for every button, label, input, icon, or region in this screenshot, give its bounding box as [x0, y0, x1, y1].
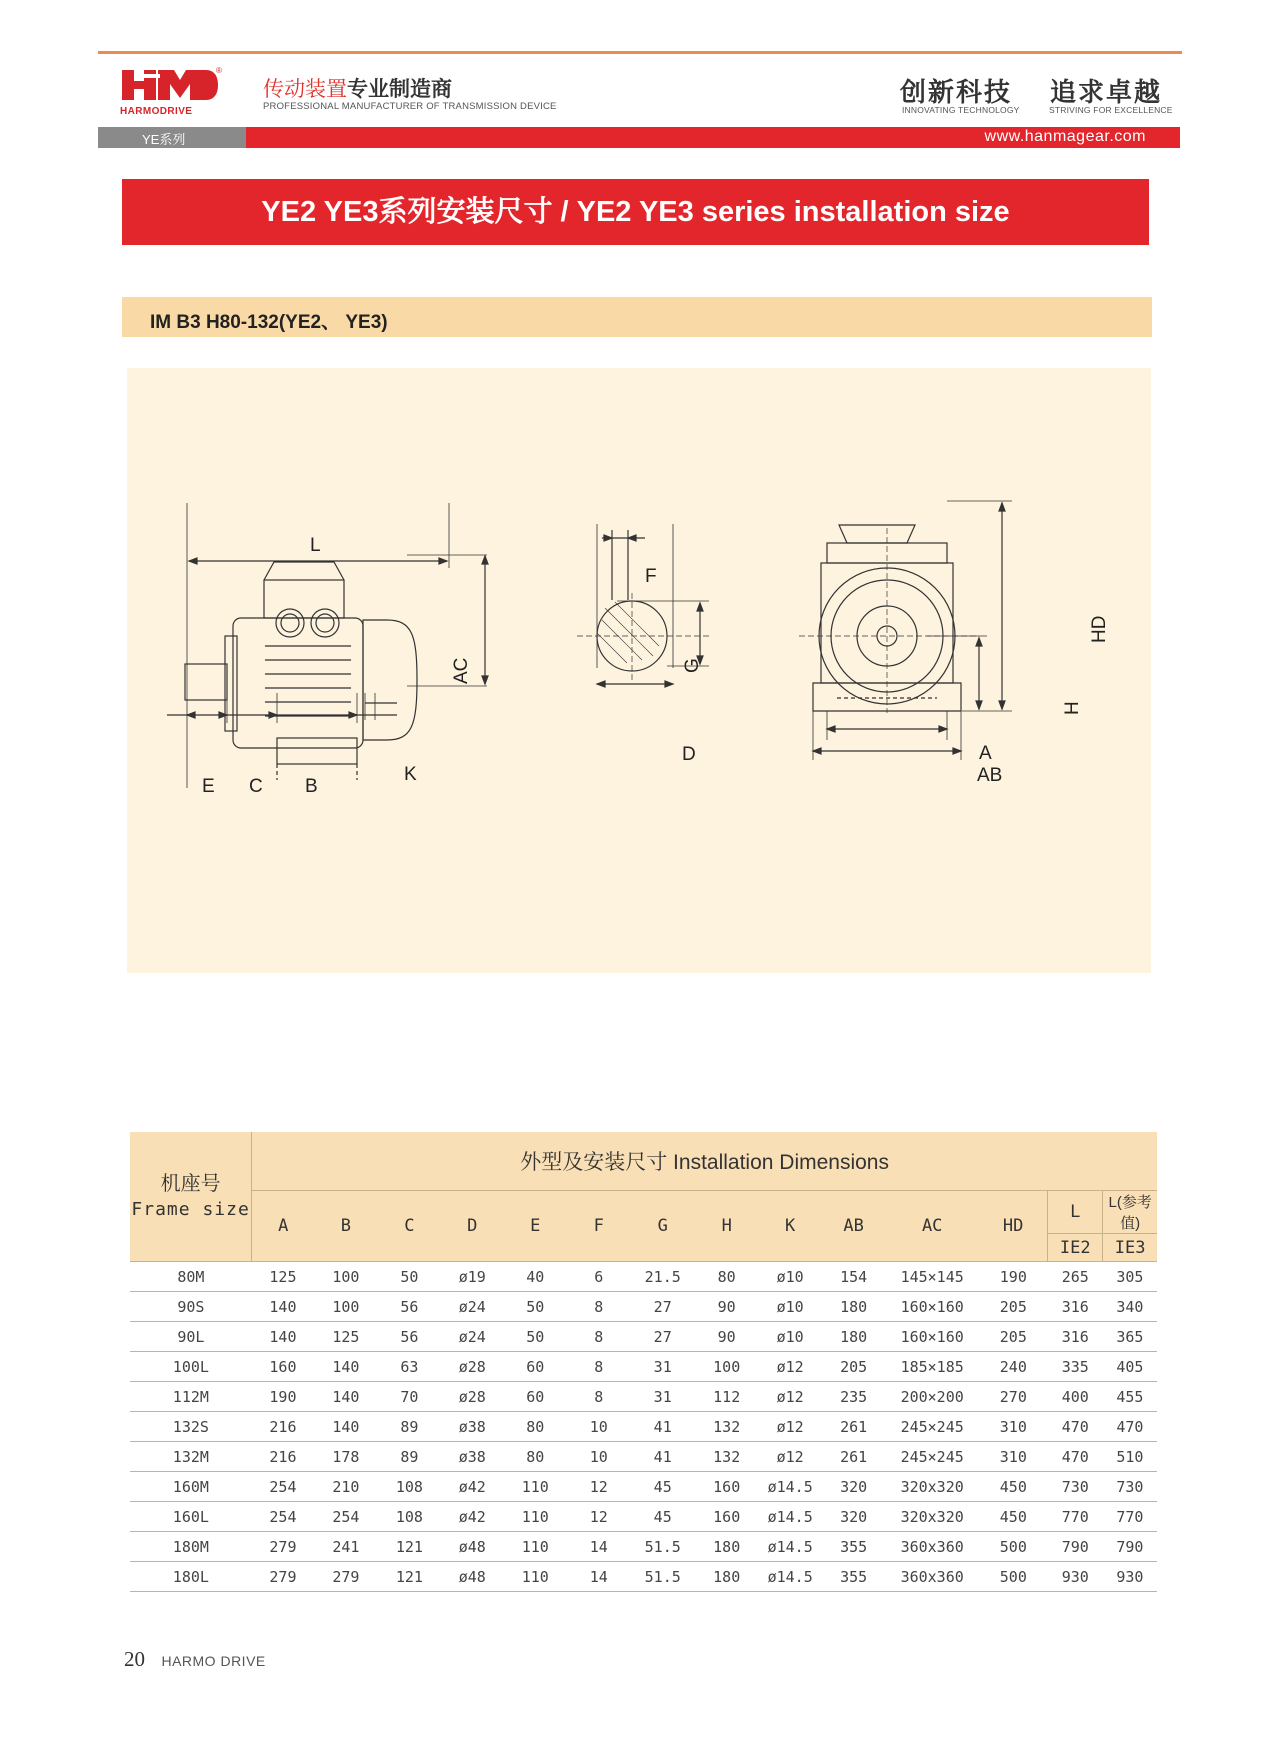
dimension-cell: ø14.5	[758, 1472, 821, 1502]
column-header-ie3: IE3	[1103, 1234, 1157, 1262]
dimension-cell: 80	[504, 1442, 567, 1472]
dimension-cell: 455	[1103, 1382, 1157, 1412]
dimension-cell: 400	[1048, 1382, 1103, 1412]
dimension-cell: 241	[314, 1532, 377, 1562]
dimension-cell: 930	[1103, 1562, 1157, 1592]
logo-wordmark: HARMODRIVE	[120, 106, 193, 117]
dimension-cell: 185×185	[885, 1352, 979, 1382]
dimension-cell: 500	[979, 1562, 1048, 1592]
dim-label-AC: AC	[451, 657, 472, 684]
side-view	[167, 503, 488, 788]
hmd-logo-icon	[120, 68, 218, 102]
tagline-red: 传动装置	[263, 78, 347, 101]
page-number: 20	[124, 1647, 145, 1671]
table-row	[130, 1352, 1157, 1382]
column-header-c: C	[378, 1191, 441, 1262]
website-bar	[246, 127, 1180, 148]
dimension-cell: 10	[567, 1442, 630, 1472]
dimension-cell: 320	[822, 1502, 885, 1532]
table-row	[130, 1292, 1157, 1322]
frame-size-cell: 90S	[130, 1292, 252, 1322]
frame-size-cell: 132M	[130, 1442, 252, 1472]
dimension-cell: ø12	[758, 1382, 821, 1412]
dimension-cell: 160	[252, 1352, 314, 1382]
dimension-cell: 145×145	[885, 1262, 979, 1292]
dimension-cell: 254	[252, 1472, 314, 1502]
table-title: 外型及安装尺寸 Installation Dimensions	[252, 1132, 1157, 1191]
dimension-cell: 405	[1103, 1352, 1157, 1382]
dimension-cell: 100	[695, 1352, 758, 1382]
column-header-row	[130, 1191, 1157, 1234]
dimension-cell: 8	[567, 1292, 630, 1322]
column-header-hd: HD	[979, 1191, 1048, 1262]
dimension-cell: 178	[314, 1442, 377, 1472]
installation-dimensions-table	[130, 1132, 1157, 1592]
dimension-cell: 110	[504, 1532, 567, 1562]
slogan-excellence-en: STRIVING FOR EXCELLENCE	[1049, 105, 1173, 115]
dimension-cell: 305	[1103, 1262, 1157, 1292]
dimension-cell: 41	[630, 1412, 695, 1442]
frame-size-cell: 160L	[130, 1502, 252, 1532]
dimension-cell: 140	[314, 1352, 377, 1382]
column-header-ac: AC	[885, 1191, 979, 1262]
table-row	[130, 1322, 1157, 1352]
dim-label-K: K	[404, 764, 417, 785]
dimension-cell: 205	[822, 1352, 885, 1382]
section-subhead	[122, 297, 1152, 337]
series-tab-label: YE系列	[142, 132, 186, 147]
dimension-cell: ø14.5	[758, 1502, 821, 1532]
dimension-cell: 51.5	[630, 1562, 695, 1592]
dimension-cell: 279	[252, 1532, 314, 1562]
dimension-cell: 8	[567, 1322, 630, 1352]
column-header-d: D	[441, 1191, 503, 1262]
column-header-ie2: IE2	[1048, 1234, 1103, 1262]
frame-size-cell: 180M	[130, 1532, 252, 1562]
dimension-cell: 265	[1048, 1262, 1103, 1292]
dimension-cell: ø14.5	[758, 1532, 821, 1562]
dimension-cell: 450	[979, 1502, 1048, 1532]
section-title: IM B3 H80-132(YE2、 YE3)	[150, 312, 388, 333]
dimension-cell: ø42	[441, 1472, 503, 1502]
dimension-cell: 365	[1103, 1322, 1157, 1352]
column-header-h: H	[695, 1191, 758, 1262]
dimension-cell: 235	[822, 1382, 885, 1412]
dimension-cell: 45	[630, 1502, 695, 1532]
dimension-cell: 125	[252, 1262, 314, 1292]
dimension-cell: 45	[630, 1472, 695, 1502]
dimension-cell: 190	[252, 1382, 314, 1412]
dimension-cell: 140	[314, 1382, 377, 1412]
dimension-cell: 335	[1048, 1352, 1103, 1382]
dim-label-C: C	[249, 776, 263, 797]
company-tagline	[263, 73, 452, 103]
frame-size-cell: 112M	[130, 1382, 252, 1412]
dimension-cell: 180	[695, 1532, 758, 1562]
dimension-cell: 56	[378, 1292, 441, 1322]
dimension-cell: 12	[567, 1472, 630, 1502]
footer-brand: HARMO DRIVE	[161, 1653, 266, 1669]
series-tab	[98, 127, 246, 148]
table-row	[130, 1262, 1157, 1292]
dimension-cell: 279	[314, 1562, 377, 1592]
dimension-cell: 100	[314, 1292, 377, 1322]
dimension-cell: 316	[1048, 1322, 1103, 1352]
dimension-cell: 80	[504, 1412, 567, 1442]
dimension-cell: 110	[504, 1562, 567, 1592]
dimension-cell: ø10	[758, 1322, 821, 1352]
dimension-cell: 40	[504, 1262, 567, 1292]
dimension-cell: 340	[1103, 1292, 1157, 1322]
dimension-cell: 254	[252, 1502, 314, 1532]
website-link[interactable]: www.hanmagear.com	[984, 128, 1146, 145]
dimension-cell: 190	[979, 1262, 1048, 1292]
dimension-cell: 180	[695, 1562, 758, 1592]
dimension-cell: ø12	[758, 1352, 821, 1382]
dimension-cell: 108	[378, 1472, 441, 1502]
dimension-cell: 360x360	[885, 1562, 979, 1592]
dimension-cell: 770	[1103, 1502, 1157, 1532]
dimension-cell: 56	[378, 1322, 441, 1352]
frame-size-cell: 160M	[130, 1472, 252, 1502]
dimension-cell: ø24	[441, 1322, 503, 1352]
dimension-cell: 316	[1048, 1292, 1103, 1322]
dimension-cell: 360x360	[885, 1532, 979, 1562]
dim-label-F: F	[645, 566, 657, 587]
dimension-cell: 50	[504, 1292, 567, 1322]
page-banner	[122, 179, 1149, 245]
dimension-cell: 14	[567, 1562, 630, 1592]
dimension-cell: 320	[822, 1472, 885, 1502]
column-header-l-reference: L(参考值)	[1103, 1191, 1157, 1234]
column-header-b: B	[314, 1191, 377, 1262]
dimension-cell: ø48	[441, 1532, 503, 1562]
dimension-cell: 70	[378, 1382, 441, 1412]
dimension-cell: 110	[504, 1472, 567, 1502]
frame-size-cn: 机座号	[160, 1172, 221, 1195]
registered-mark: ®	[216, 66, 222, 75]
dimension-cell: 80	[695, 1262, 758, 1292]
dimension-cell: 100	[314, 1262, 377, 1292]
dimension-cell: 89	[378, 1442, 441, 1472]
frame-size-en: Frame size	[131, 1198, 250, 1220]
dimension-cell: 50	[378, 1262, 441, 1292]
dim-label-E: E	[202, 776, 215, 797]
dimension-cell: 310	[979, 1442, 1048, 1472]
dimension-cell: 110	[504, 1502, 567, 1532]
table-row	[130, 1472, 1157, 1502]
dimension-cell: 89	[378, 1412, 441, 1442]
dimension-cell: 790	[1048, 1532, 1103, 1562]
dimension-cell: 132	[695, 1412, 758, 1442]
table-row	[130, 1562, 1157, 1592]
dimension-cell: 140	[252, 1322, 314, 1352]
dim-label-HD: HD	[1089, 615, 1110, 643]
dimension-cell: 50	[504, 1322, 567, 1352]
installation-drawing	[127, 368, 1151, 973]
dimension-cell: 205	[979, 1322, 1048, 1352]
dimension-cell: 470	[1103, 1412, 1157, 1442]
dimension-cell: 200×200	[885, 1382, 979, 1412]
dimension-cell: 279	[252, 1562, 314, 1592]
dimension-cell: 205	[979, 1292, 1048, 1322]
dimension-cell: 180	[822, 1292, 885, 1322]
dimension-cell: 470	[1048, 1442, 1103, 1472]
dimension-cell: ø42	[441, 1502, 503, 1532]
dimension-cell: 770	[1048, 1502, 1103, 1532]
dimension-cell: ø38	[441, 1412, 503, 1442]
dimension-cell: 270	[979, 1382, 1048, 1412]
frame-size-cell: 90L	[130, 1322, 252, 1352]
dimension-cell: 245×245	[885, 1412, 979, 1442]
company-tagline-en: PROFESSIONAL MANUFACTURER OF TRANSMISSION DEVICE	[263, 101, 557, 112]
frame-size-cell: 180L	[130, 1562, 252, 1592]
dimension-cell: 180	[822, 1322, 885, 1352]
dimension-cell: 140	[314, 1412, 377, 1442]
dimension-cell: 8	[567, 1382, 630, 1412]
dimension-cell: 210	[314, 1472, 377, 1502]
dimension-cell: 31	[630, 1382, 695, 1412]
table-row	[130, 1532, 1157, 1562]
dimension-cell: 500	[979, 1532, 1048, 1562]
dim-label-AB: AB	[977, 765, 1003, 786]
dimension-cell: ø10	[758, 1292, 821, 1322]
dimension-cell: ø10	[758, 1262, 821, 1292]
dim-label-B: B	[305, 776, 318, 797]
dimension-cell: 140	[252, 1292, 314, 1322]
column-header-a: A	[252, 1191, 314, 1262]
dimension-cell: 27	[630, 1322, 695, 1352]
dimension-cell: 41	[630, 1442, 695, 1472]
dimension-cell: 216	[252, 1442, 314, 1472]
dimension-cell: ø48	[441, 1562, 503, 1592]
dimension-cell: 254	[314, 1502, 377, 1532]
page-title: YE2 YE3系列安装尺寸 / YE2 YE3 series installation size	[261, 196, 1010, 228]
dimension-cell: 470	[1048, 1412, 1103, 1442]
dimension-cell: ø38	[441, 1442, 503, 1472]
dimension-cell: 125	[314, 1322, 377, 1352]
dimension-cell: 930	[1048, 1562, 1103, 1592]
dimension-cell: 160	[695, 1502, 758, 1532]
dimension-cell: 12	[567, 1502, 630, 1532]
dimension-drawing-svg	[127, 368, 1151, 973]
frame-size-header	[130, 1132, 252, 1262]
column-header-k: K	[758, 1191, 821, 1262]
dimension-cell: 790	[1103, 1532, 1157, 1562]
dimension-cell: 160×160	[885, 1322, 979, 1352]
dimension-cell: 60	[504, 1352, 567, 1382]
column-header-e: E	[504, 1191, 567, 1262]
table-row	[130, 1412, 1157, 1442]
table-row	[130, 1382, 1157, 1412]
dimension-cell: ø24	[441, 1292, 503, 1322]
dimension-cell: ø28	[441, 1352, 503, 1382]
dimension-cell: 450	[979, 1472, 1048, 1502]
dimension-cell: 60	[504, 1382, 567, 1412]
dimension-cell: 310	[979, 1412, 1048, 1442]
column-header-ab: AB	[822, 1191, 885, 1262]
dimension-cell: ø14.5	[758, 1562, 821, 1592]
slogan-excellence: 追求卓越	[1050, 78, 1163, 108]
table-row	[130, 1502, 1157, 1532]
dimension-cell: 51.5	[630, 1532, 695, 1562]
brand-logo	[120, 68, 218, 117]
dimension-cell: 320x320	[885, 1502, 979, 1532]
dimension-cell: 132	[695, 1442, 758, 1472]
dimension-cell: ø12	[758, 1412, 821, 1442]
dim-label-A: A	[979, 743, 992, 764]
dimension-cell: 160	[695, 1472, 758, 1502]
dimension-cell: ø28	[441, 1382, 503, 1412]
column-header-f: F	[567, 1191, 630, 1262]
dimension-cell: 245×245	[885, 1442, 979, 1472]
tagline-dark: 专业制造商	[347, 78, 452, 101]
dimension-cell: 160×160	[885, 1292, 979, 1322]
dimension-cell: 8	[567, 1352, 630, 1382]
dimension-cell: 112	[695, 1382, 758, 1412]
dim-label-H: H	[1062, 701, 1083, 715]
column-header-g: G	[630, 1191, 695, 1262]
dimension-cell: 261	[822, 1412, 885, 1442]
front-view	[799, 501, 1012, 760]
dimension-cell: 730	[1048, 1472, 1103, 1502]
dimension-cell: 90	[695, 1322, 758, 1352]
frame-size-cell: 132S	[130, 1412, 252, 1442]
slogan-innovation-en: INNOVATING TECHNOLOGY	[902, 105, 1020, 115]
dimension-cell: 154	[822, 1262, 885, 1292]
dim-label-D: D	[682, 744, 696, 765]
dimension-cell: 121	[378, 1562, 441, 1592]
dimension-cell: 261	[822, 1442, 885, 1472]
dimension-cell: 27	[630, 1292, 695, 1322]
dimension-cell: 31	[630, 1352, 695, 1382]
dimension-cell: ø12	[758, 1442, 821, 1472]
dimension-cell: 10	[567, 1412, 630, 1442]
frame-size-cell: 100L	[130, 1352, 252, 1382]
dimension-cell: 355	[822, 1562, 885, 1592]
column-header-l: L	[1048, 1191, 1103, 1234]
header-top-rule	[98, 51, 1182, 54]
dimension-cell: 510	[1103, 1442, 1157, 1472]
dimension-cell: 240	[979, 1352, 1048, 1382]
slogan-innovation: 创新科技	[900, 78, 1013, 108]
dim-label-L: L	[310, 535, 321, 556]
dimension-cell: 6	[567, 1262, 630, 1292]
dimension-cell: 21.5	[630, 1262, 695, 1292]
dimension-cell: 90	[695, 1292, 758, 1322]
dimension-cell: 355	[822, 1532, 885, 1562]
dim-label-G: G	[682, 658, 703, 673]
dimension-cell: 121	[378, 1532, 441, 1562]
table-row	[130, 1442, 1157, 1472]
dimension-cell: 108	[378, 1502, 441, 1532]
dimension-cell: ø19	[441, 1262, 503, 1292]
dimension-cell: 14	[567, 1532, 630, 1562]
page-footer	[124, 1647, 266, 1672]
dimension-cell: 216	[252, 1412, 314, 1442]
dimension-cell: 730	[1103, 1472, 1157, 1502]
dimension-cell: 320x320	[885, 1472, 979, 1502]
dimension-cell: 63	[378, 1352, 441, 1382]
table-body	[130, 1262, 1157, 1592]
frame-size-cell: 80M	[130, 1262, 252, 1292]
